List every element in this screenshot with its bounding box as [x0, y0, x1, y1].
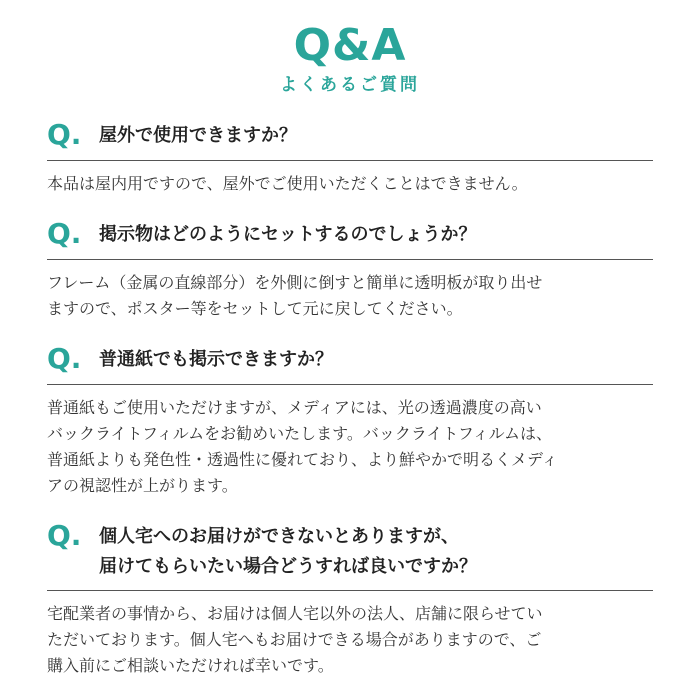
faq-item — [47, 118, 653, 197]
faq-question-row — [47, 342, 653, 385]
page-title: Q&A — [293, 20, 407, 71]
faq-answer: フレーム（金属の直線部分）を外側に倒すと簡単に透明板が取り出せ ますので、ポスター等をセットして元に戻してください。 — [47, 273, 543, 318]
faq-question: 屋外で使用できますか？ — [99, 125, 297, 146]
faq-question-row — [47, 118, 653, 161]
question-mark-label: Q. — [47, 217, 82, 250]
faq-question: 個人宅へのお届けができないとありますが、 届けてもらいたい場合どうすれば良いですか？ — [99, 526, 477, 577]
faq-item — [47, 217, 653, 322]
question-mark-label: Q. — [47, 118, 82, 151]
faq-question: 普通紙でも掲示できますか？ — [99, 349, 333, 370]
faq-item — [47, 519, 653, 679]
faq-list — [47, 118, 653, 699]
question-mark-label: Q. — [47, 519, 82, 552]
faq-answer: 宅配業者の事情から、お届けは個人宅以外の法人、店舗に限らせてい ただいております。個人宅へもお届けできる場合がありますので、ご 購入前にご相談いただければ幸いです。 — [47, 604, 543, 675]
page-subtitle: よくあるご質問 — [280, 75, 420, 95]
faq-question-row — [47, 519, 653, 591]
faq-question: 掲示物はどのようにセットするのでしょうか？ — [99, 224, 477, 245]
page-header — [0, 20, 700, 96]
faq-answer: 本品は屋内用ですので、屋外でご使用いただくことはできません。 — [47, 174, 528, 193]
question-mark-label: Q. — [47, 342, 82, 375]
faq-question-row — [47, 217, 653, 260]
faq-item — [47, 342, 653, 499]
faq-answer: 普通紙もご使用いただけますが、メディアには、光の透過濃度の高い バックライトフィルムをお勧めいたします。バックライトフィルムは、 普通紙よりも発色性・透過性に優れており、より鮮やかで明るくメディ アの視認性が上がります。 — [47, 398, 558, 495]
